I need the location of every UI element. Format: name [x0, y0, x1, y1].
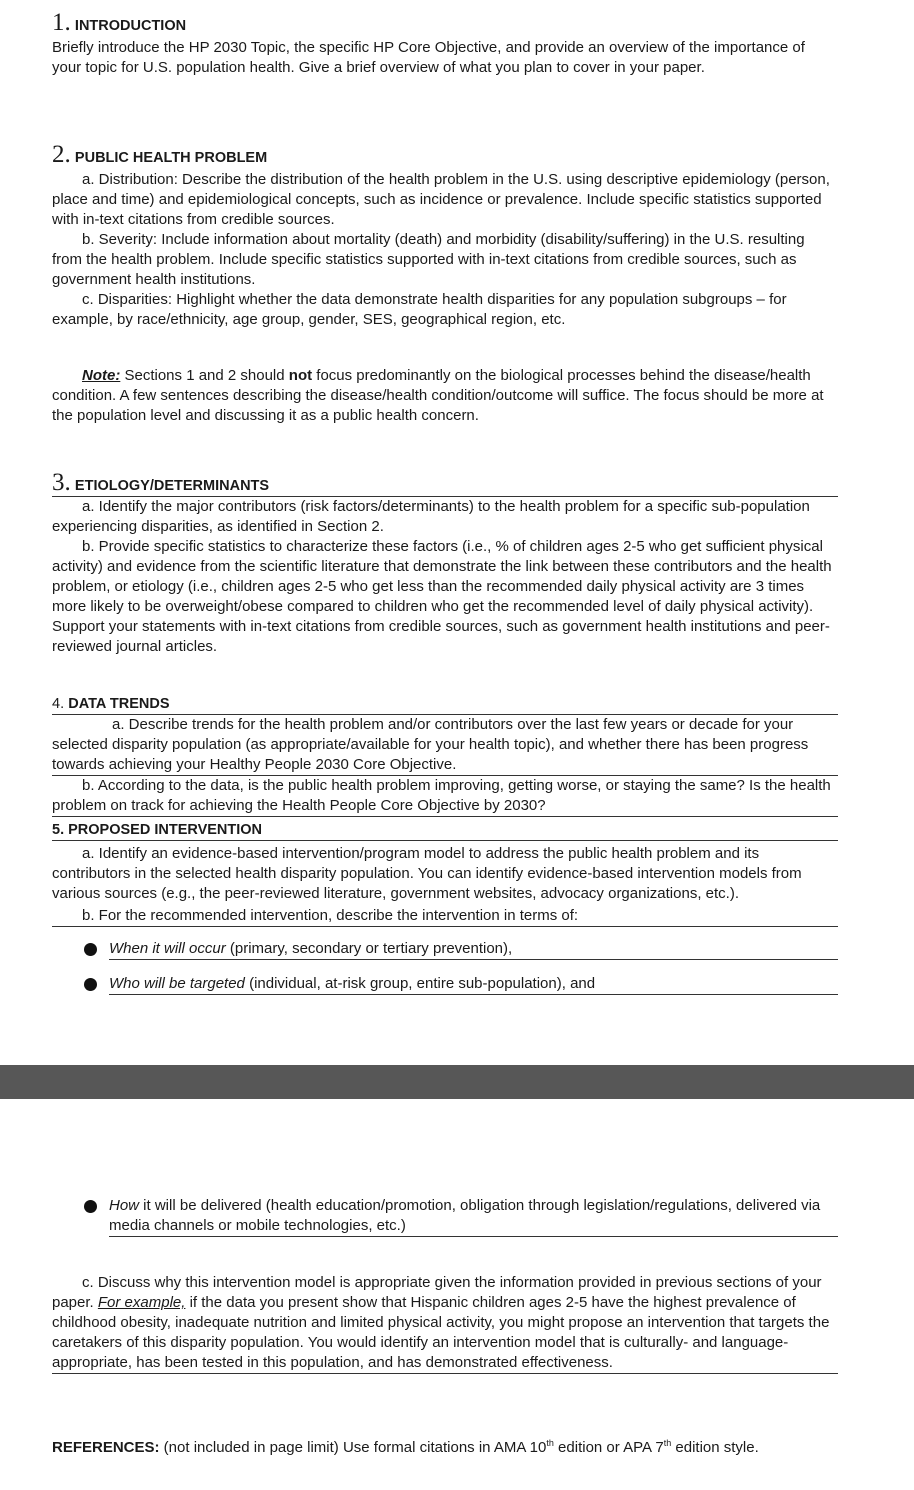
section-heading: INTRODUCTION [74, 18, 187, 34]
paragraph: a. Distribution: Describe the distribution of the health problem in the U.S. using descriptive epidemiology (person, place and time) and epidemiological concepts, such as incidence or prevalence. Include specific statistics supported with in-text citations from credible sources. [52, 171, 830, 228]
paragraph: c. Discuss why this intervention model is appropriate given the information provided in previous sections of your paper. For example, if the data you present show that Hispanic children ages 2-5 have the highest prevalence of childhood obesity, inadequate nutrition and limited physical activity, you might propose an intervention that targets the caretakers of this disparity population. You would identify an intervention model that is culturally- and language-appropriate, has been tested in this population, and has demonstrated effectiveness. [52, 1273, 838, 1374]
bullet-icon [84, 1200, 97, 1213]
example-link-text: For example, [97, 1294, 186, 1311]
section-etiology [52, 468, 838, 657]
note-label: Note: [82, 367, 121, 384]
section-heading: ETIOLOGY/DETERMINANTS [74, 478, 270, 494]
bullet-item: When it will occur (primary, secondary or tertiary prevention), [52, 939, 838, 960]
note-block: Note: Sections 1 and 2 should not focus predominantly on the biological processes behind the disease/health condition. A few sentences describing the disease/health condition/outcome will suffice. The focus should be more at the population level and discussing it as a public health concern. [52, 367, 824, 424]
paragraph: a. Identify an evidence-based intervention/program model to address the public health problem and its contributors in the selected health disparity population. You can identify evidence-based intervention models from various sources (e.g., the peer-reviewed literature, government websites, advocacy organizations, etc.). [52, 845, 802, 902]
section-proposed-intervention-continued [52, 1196, 838, 1374]
page-divider [0, 1065, 914, 1099]
paragraph: b. Severity: Include information about mortality (death) and morbidity (disability/suffering) in the U.S. resulting from the health problem. Include specific statistics supported with in-text citations from credible sources, such as government health institutions. [52, 231, 805, 288]
paragraph: Briefly introduce the HP 2030 Topic, the specific HP Core Objective, and provide an overview of the importance of your topic for U.S. population health. Give a brief overview of what you plan to cover in your paper. [52, 39, 805, 76]
paragraph: b. According to the data, is the public health problem improving, getting worse, or staying the same? Is the health problem on track for achieving the Health People Core Objective by 2030? [52, 776, 838, 817]
section-introduction [52, 8, 838, 78]
paragraph: a. Describe trends for the health problem and/or contributors over the last few years or decade for your selected disparity population (as appropriate/available for your health topic), and whether there has been progress towards achieving your Healthy People 2030 Core Objective. [52, 715, 838, 776]
section-heading: DATA TRENDS [68, 696, 170, 712]
section-data-trends [52, 694, 838, 817]
references-heading: REFERENCES: [52, 1439, 160, 1456]
paragraph: c. Disparities: Highlight whether the data demonstrate health disparities for any population subgroups – for example, by race/ethnicity, age group, gender, SES, geographical region, etc. [52, 291, 787, 328]
paragraph: b. Provide specific statistics to characterize these factors (i.e., % of children ages 2-5 who get sufficient physical activity) and evidence from the scientific literature that demonstrate the link between these contributors and the health problem, or etiology (i.e., children ages 2-5 who get less than the recommended daily physical activity are 3 times more likely to be overweight/obese compared to children who get the recommended level of daily physical activity). Support your statements with in-text citations from credible sources, such as government health institutions and peer-reviewed journal articles. [52, 538, 832, 655]
section-number: 2. [52, 141, 71, 168]
section-heading: 5. PROPOSED INTERVENTION [52, 822, 263, 838]
section-public-health-problem [52, 140, 838, 330]
bullet-icon [84, 943, 97, 956]
paragraph: b. For the recommended intervention, describe the intervention in terms of: [52, 906, 838, 927]
section-references: REFERENCES: (not included in page limit) Use formal citations in AMA 10th edition or APA 7th edition style. [52, 1438, 759, 1456]
section-number: 4. [52, 696, 65, 712]
bullet-item: How it will be delivered (health education/promotion, obligation through legislation/regulations, delivered via media channels or mobile technologies, etc.) [52, 1196, 838, 1237]
paragraph: a. Identify the major contributors (risk factors/determinants) to the health problem for a specific sub-population experiencing disparities, as identified in Section 2. [52, 498, 810, 535]
section-number: 3. [52, 469, 71, 496]
bullet-icon [84, 978, 97, 991]
section-number: 1. [52, 9, 71, 36]
section-proposed-intervention [52, 820, 838, 995]
section-heading: PUBLIC HEALTH PROBLEM [74, 150, 268, 166]
bullet-item: Who will be targeted (individual, at-risk group, entire sub-population), and [52, 974, 838, 995]
